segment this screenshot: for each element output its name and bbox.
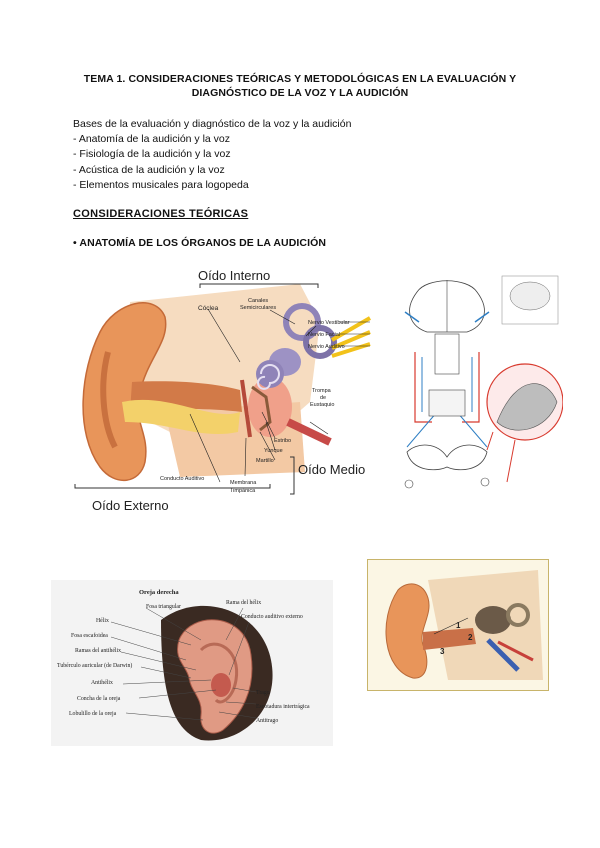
label-oido-interno: Oído Interno: [198, 268, 271, 283]
number-label: 1: [456, 621, 461, 630]
label-de: de: [320, 395, 327, 401]
label-eustaquio: Eustaquio: [310, 402, 335, 408]
label-concha: Concha de la oreja: [77, 696, 121, 702]
middle-ear: [475, 606, 511, 634]
bullet-item: - Anatomía de la audición y la voz: [73, 133, 231, 146]
ear-section-figure: [367, 559, 549, 691]
section-heading: CONSIDERACIONES TEÓRICAS: [73, 208, 249, 220]
brainstem: [435, 334, 459, 374]
label-nervio-vestibular: Nervio Vestibular: [308, 320, 350, 326]
olivary-complex: [429, 390, 465, 416]
bullet-item: - Fisiología de la audición y la voz: [73, 148, 231, 161]
label-antihelix: Antihélix: [91, 680, 113, 686]
label-conducto-externo: Conducto auditivo externo: [241, 614, 303, 620]
label-nervio-facial: Nervio Facial: [308, 332, 341, 338]
label-canales: Canales: [248, 298, 269, 304]
label-lobulillo: Lobulillo de la oreja: [69, 711, 117, 717]
bullet-item: - Elementos musicales para logopeda: [73, 178, 249, 191]
auditory-pathway-figure: [397, 272, 563, 494]
label-conducto-auditivo: Conducto Auditivo: [160, 476, 205, 482]
subsection-heading: • ANATOMÍA DE LOS ÓRGANOS DE LA AUDICIÓN: [73, 237, 327, 249]
label-fosa-triangular: Fosa triangular: [146, 604, 181, 610]
label-tuberculo-auricular: Tubérculo auricular (de Darwin): [57, 663, 133, 669]
concha: [211, 673, 231, 697]
label-rama-helix: Rama del hélix: [226, 600, 262, 606]
label-antitrago: Antitrago: [256, 718, 279, 724]
label-nervio-auditivo: Nervio Auditivo: [308, 344, 345, 350]
brain-inset-shape: [510, 282, 550, 310]
label-coclea: Cóclea: [198, 305, 219, 312]
number-label: 2: [468, 633, 473, 642]
cochlear-nucleus: [407, 445, 487, 470]
label-semicirculares: Semicirculares: [240, 305, 277, 311]
title-line-1: TEMA 1. CONSIDERACIONES TEÓRICAS Y METODOLÓGICAS EN LA EVALUACIÓN Y: [83, 73, 517, 85]
auricle-shape: [386, 584, 429, 678]
label-estribo: Estribo: [274, 438, 292, 444]
magnifier-lines: [487, 432, 515, 482]
label-fosa-escafoidea: Fosa escafoidea: [71, 633, 108, 639]
bullet-item: - Acústica de la audición y la voz: [73, 163, 225, 176]
document-title: [60, 72, 540, 100]
label-escotadura: Escotadura intertrágica: [256, 704, 310, 710]
intro-block: [73, 117, 351, 193]
label-helix: Hélix: [96, 618, 109, 624]
number-label: 3: [440, 647, 445, 656]
label-oido-medio: Oído Medio: [298, 462, 366, 477]
label-trompa: Trompa: [312, 388, 331, 394]
label-timpanica: Timpánica: [230, 488, 256, 494]
label-ramas-antihelix: Ramas del antihélix: [75, 648, 122, 654]
label-oido-externo: Oído Externo: [92, 498, 169, 513]
auricle-figure: [51, 580, 333, 746]
title-line-2: DIAGNÓSTICO DE LA VOZ Y LA AUDICIÓN: [191, 87, 409, 99]
label-martillo: Martillo: [256, 458, 274, 464]
intro-text: Bases de la evaluación y diagnóstico de la voz y la audición: [73, 118, 352, 130]
auricle-heading: Oreja derecha: [139, 589, 179, 596]
label-trago: Trago: [256, 690, 270, 696]
label-yunque: Yunque: [264, 448, 283, 454]
label-membrana: Membrana: [230, 480, 257, 486]
ear-anatomy-figure: [70, 262, 390, 520]
marker-b: [481, 478, 489, 486]
marker-a: [405, 480, 413, 488]
